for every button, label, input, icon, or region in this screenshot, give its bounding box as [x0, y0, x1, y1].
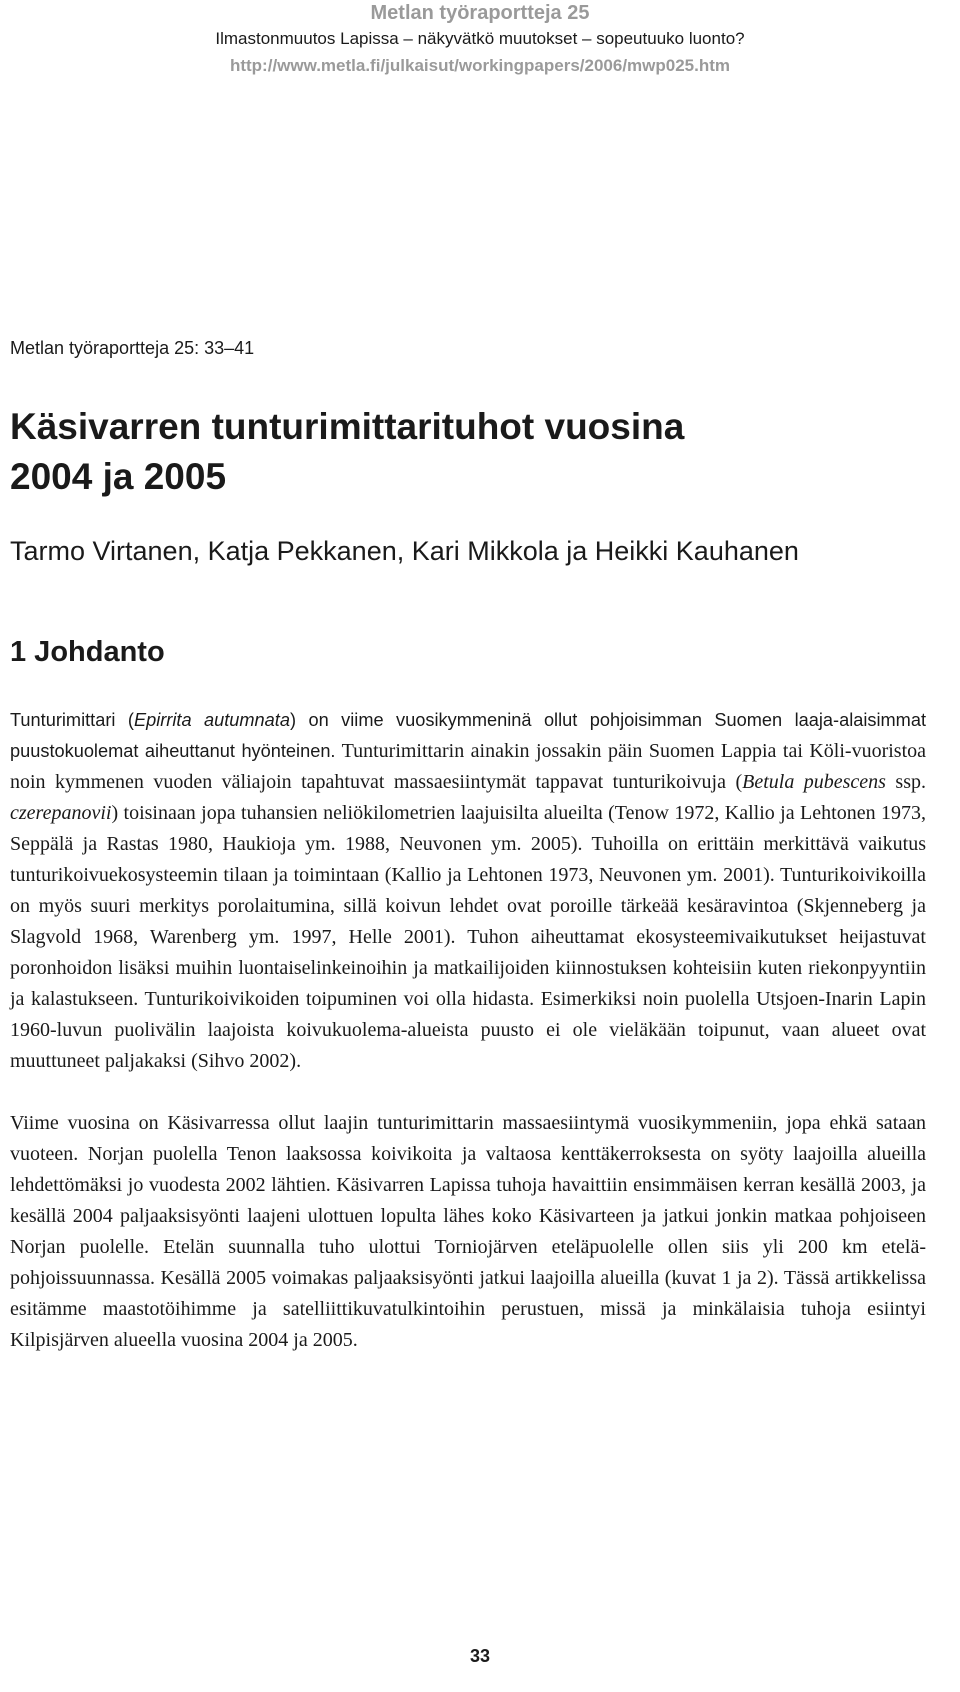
p1-species-name: Epirrita autumnata — [133, 710, 290, 730]
title-line-2: 2004 ja 2005 — [10, 456, 227, 497]
header-url-link[interactable]: http://www.metla.fi/julkaisut/workingpapers/2006/mwp025.htm — [229, 56, 731, 75]
p1-subspecies: czerepanovii — [10, 802, 112, 824]
header-series: Metlan työraportteja 25 — [370, 2, 590, 24]
p1-text-b: ) on viime vuosikymmeninä ollut pohjoisimman Suomen laaja-alaisimmat puustokuolemat aiheuttanut hyönteinen. — [10, 710, 926, 761]
series-reference: Metlan työraportteja 25: 33–41 — [10, 338, 255, 358]
p1-text-a: Tunturimittari ( — [10, 710, 134, 730]
p1-text-e: ) toisinaan jopa tuhansien neliökilometrien laajuisilta alueilta (Tenow 1972, Kallio ja Lehtonen 1973, Seppälä ja Rastas 1980, Haukioja ym. 1988, Neuvonen ym. 2005). Tuhoilla on erittäin merkittävä vaikutus tunturikoivuekosysteemin tilaan ja toimintaan (Kallio ja Lehtonen 1973, Neuvonen ym. 2001). Tunturikoivikoilla on myös suuri merkitys porolaitumina, sillä koivun lehdet ovat poroille tärkeää kesäravintoa (Skjenneberg ja Slagvold 1968, Warenberg ym. 1997, Helle 2001). Tuhon aiheuttamat ekosysteemivaikutukset heijastuvat poronhoidon lisäksi muihin luontaiselinkeinoihin ja matkailijoiden kiinnostuksen kohteisiin kuten riekonpyyntiin ja kalastukseen. Tunturikoivikoiden toipuminen voi olla hidasta. Esimerkiksi noin puolella Utsjoen-Inarin Lapin 1960-luvun puolivälin laajoista koivukuolema-alueista puusto ei ole vieläkään toipunut, vaan alueet ovat muuttuneet paljakaksi (Sihvo 2002). — [10, 802, 926, 1072]
p1-text-c: Tunturimittarin ainakin jossakin päin Suomen Lappia tai Köli-vuoristoa noin kymmenen vuoden väliajoin tapahtuvat massaesiintymät tappavat tunturikoivuja ( — [10, 740, 926, 793]
p1-species-betula: Betula pubescens — [742, 771, 886, 793]
paragraph-2: Viime vuosina on Käsivarressa ollut laajin tunturimittarin massaesiintymä vuosikymmeniin, jopa ehkä sataan vuoteen. Norjan puolella Tenon laaksossa koivikoita ja valtaosa kenttäkerroksesta on syöty laajoilla alueilla lehdettömäksi jo vuodesta 2002 lähtien. Käsivarren Lapissa tuhoja havaittiin ensimmäisen kerran kesällä 2003, ja kesällä 2004 paljaaksisyönti laajeni ulottuen lopulta lähes koko Käsivarteen ja jatkui jonkin matkaa pohjoiseen Norjan puolelle. Etelän suunnalla tuho ulottui Torniojärven eteläpuolelle ollen siis yli 200 km etelä-pohjoissuunnassa. Kesällä 2005 voimakas paljaaksisyönti jatkui laajoilla alueilla (kuvat 1 ja 2). Tässä artikkelissa esitämme maastotöihimme ja satelliittikuvatulkintoihin perustuen, missä ja minkälaisia tuhoja esiintyi Kilpisjärven alueella vuosina 2004 ja 2005. — [10, 1112, 926, 1351]
section-heading: 1 Johdanto — [10, 636, 165, 668]
page-number: 33 — [469, 1646, 491, 1666]
page-header — [0, 0, 960, 80]
article-body — [10, 705, 926, 1387]
article-authors: Tarmo Virtanen, Katja Pekkanen, Kari Mikkola ja Heikki Kauhanen — [10, 536, 799, 566]
title-line-1: Käsivarren tunturimittarituhot vuosina — [10, 406, 685, 447]
article-title — [10, 402, 910, 502]
paragraph-1 — [10, 705, 926, 1077]
header-subtitle: Ilmastonmuutos Lapissa – näkyvätkö muutokset – sopeutuuko luonto? — [215, 29, 745, 48]
p1-text-d: ssp. — [885, 771, 926, 793]
